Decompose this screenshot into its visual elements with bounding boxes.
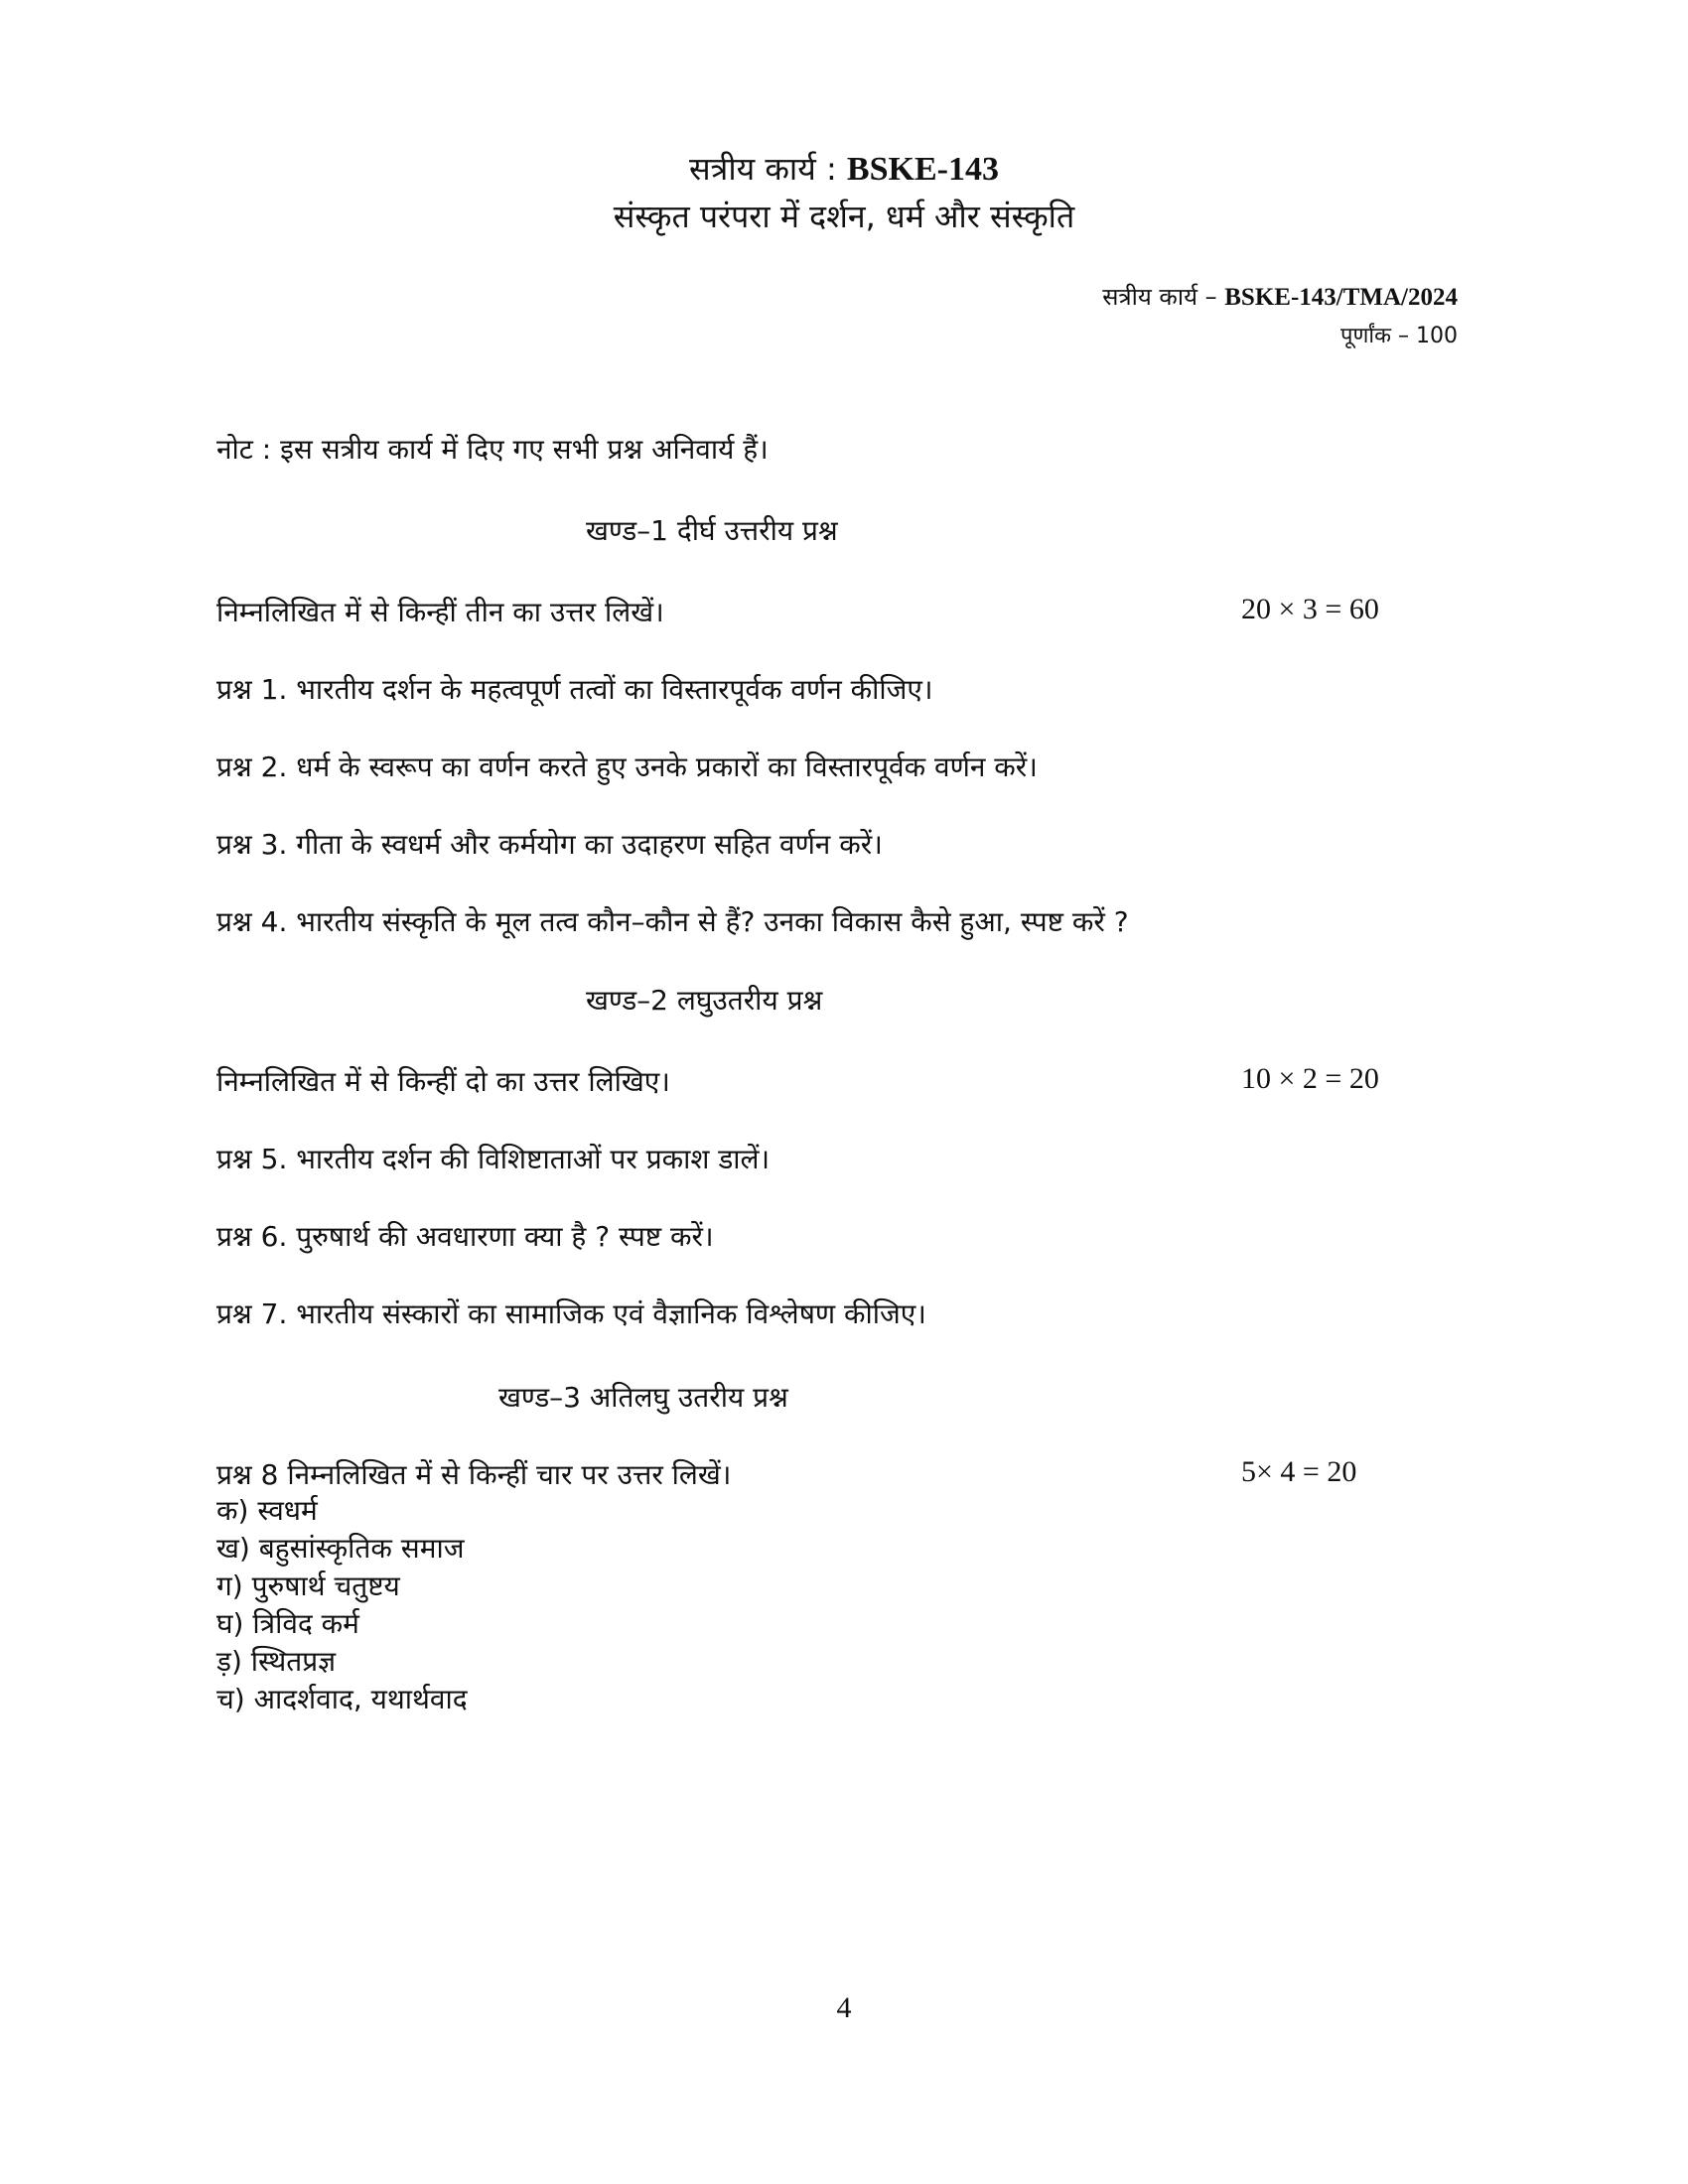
assignment-reference bbox=[1102, 280, 1458, 313]
question-4: प्रश्न 4. भारतीय संस्कृति के मूल तत्व कौन–कौन से हैं? उनका विकास कैसे हुआ, स्पष्ट करें ? bbox=[216, 905, 1129, 938]
section-3-heading: खण्ड–3 अतिलघु उतरीय प्रश्न bbox=[498, 1381, 788, 1414]
question-3: प्रश्न 3. गीता के स्वधर्म और कर्मयोग का उदाहरण सहित वर्णन करें। bbox=[216, 828, 883, 861]
option-item: च) आदर्शवाद, यथार्थवाद bbox=[216, 1683, 468, 1715]
question-5: प्रश्न 5. भारतीय दर्शन की विशिष्टाताओं पर प्रकाश डालें। bbox=[216, 1143, 771, 1175]
option-item: ख) बहुसांस्कृतिक समाज bbox=[216, 1532, 465, 1565]
option-item: ड़) स्थितप्रज्ञ bbox=[216, 1645, 337, 1678]
option-item: ग) पुरुषार्थ चतुष्टय bbox=[216, 1570, 400, 1602]
course-subtitle: संस्कृत परंपरा में दर्शन, धर्म और संस्कृति bbox=[613, 198, 1075, 235]
reference-code: BSKE-143/TMA/2024 bbox=[1224, 284, 1458, 311]
course-code: BSKE-143 bbox=[846, 151, 999, 188]
question-2: प्रश्न 2. धर्म के स्वरूप का वर्णन करते हुए उनके प्रकारों का विस्तारपूर्वक वर्णन करें। bbox=[216, 751, 1038, 783]
reference-prefix: सत्रीय कार्य – bbox=[1102, 283, 1225, 311]
section-2-heading: खण्ड–2 लघुउतरीय प्रश्न bbox=[586, 984, 823, 1017]
section-1-heading: खण्ड–1 दीर्घ उत्तरीय प्रश्न bbox=[586, 514, 838, 547]
note: नोट : इस सत्रीय कार्य में दिए गए सभी प्रश्न अनिवार्य हैं। bbox=[216, 433, 769, 466]
max-marks: पूर्णांक – 100 bbox=[1340, 324, 1458, 348]
option-item: क) स्वधर्म bbox=[216, 1494, 318, 1527]
assignment-title bbox=[0, 147, 1688, 190]
section-2-instruction: निम्नलिखित में से किन्हीं दो का उत्तर लिखिए। bbox=[216, 1065, 670, 1098]
option-item: घ) त्रिविद कर्म bbox=[216, 1607, 359, 1640]
page-number: 4 bbox=[836, 1991, 852, 2024]
question-1: प्रश्न 1. भारतीय दर्शन के महत्वपूर्ण तत्वों का विस्तारपूर्वक वर्णन कीजिए। bbox=[216, 673, 933, 706]
section-3-instruction: प्रश्न 8 निम्नलिखित में से किन्हीं चार पर उत्तर लिखें। bbox=[216, 1458, 732, 1491]
section-1-instruction: निम्नलिखित में से किन्हीं तीन का उत्तर लिखें। bbox=[216, 596, 664, 628]
section-1-marks: 20 × 3 = 60 bbox=[1241, 593, 1379, 625]
question-6: प्रश्न 6. पुरुषार्थ की अवधारणा क्या है ? स्पष्ट करें। bbox=[216, 1220, 714, 1253]
section-2-marks: 10 × 2 = 20 bbox=[1241, 1062, 1379, 1095]
question-7: प्रश्न 7. भारतीय संस्कारों का सामाजिक एवं वैज्ञानिक विश्लेषण कीजिए। bbox=[216, 1297, 926, 1330]
title-prefix: सत्रीय कार्य : bbox=[689, 150, 847, 188]
section-3-marks: 5× 4 = 20 bbox=[1241, 1455, 1357, 1488]
